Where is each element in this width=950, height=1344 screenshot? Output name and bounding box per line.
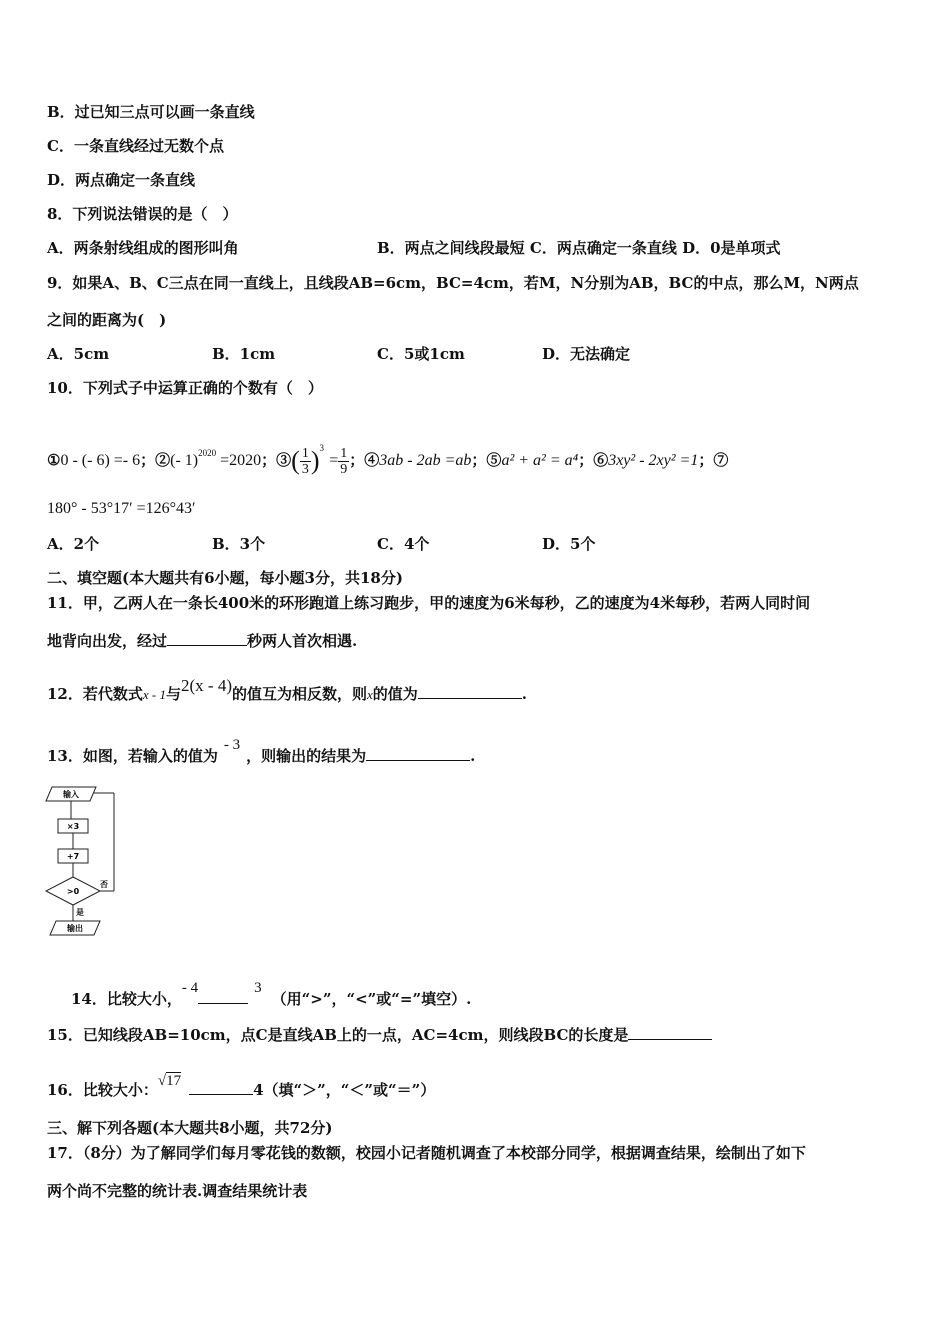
q16-text-2: 4（填“＞”，“＜”或“＝”） bbox=[253, 1081, 436, 1099]
q9-stem-line1: 9．如果A、B、C三点在同一直线上，且线段AB=6cm，BC=4cm，若M，N分别为AB，BC的中点，那么M，N两点 bbox=[47, 274, 859, 292]
q10-m4: 3ab - 2ab =ab bbox=[379, 452, 472, 469]
q7-option-c: C．一条直线经过无数个点 bbox=[47, 137, 224, 155]
flow-add-label: +7 bbox=[66, 852, 80, 861]
q10-m7-label: ；⑦ bbox=[698, 451, 729, 469]
q13-value: - 3 bbox=[223, 737, 241, 753]
flow-input-label: 输入 bbox=[63, 790, 79, 799]
q16-radicand: 17 bbox=[166, 1073, 182, 1089]
q10-formula-row: ①0 - (- 6) =- 6；②(- 1)$^{2020}$ =2020；③( $\frac{1}{3}$ )$^3$ = $\frac{1}{9}$ ；④3ab - 2ab =ab；⑤a² + a² = a⁴；⑥3xy² - 2xy² =1；⑦ bbox=[47, 443, 729, 477]
q12-line bbox=[47, 676, 527, 705]
q9-option-a: A．5cm bbox=[47, 345, 110, 363]
q14-line bbox=[71, 978, 471, 1009]
q10-m2-exp: 2020 bbox=[198, 448, 217, 458]
q12-end: . bbox=[521, 685, 528, 703]
q10-m7: 180° - 53°17′ =126°43′ bbox=[47, 500, 196, 517]
q9-option-b: B．1cm bbox=[212, 345, 276, 363]
q10-option-c: C．4个 bbox=[377, 535, 430, 553]
q16-text-1: 16．比较大小： bbox=[47, 1081, 158, 1099]
q10-option-b: B．3个 bbox=[212, 535, 266, 553]
q12-text-2: 与 bbox=[165, 685, 181, 703]
q16-line bbox=[47, 1071, 435, 1100]
q16-answer-blank[interactable] bbox=[189, 1080, 253, 1095]
q12-var: x bbox=[367, 687, 373, 702]
flow-condition-label: >0 bbox=[66, 887, 80, 896]
q10-m2-label: ；② bbox=[140, 451, 171, 469]
q8-option-a: A．两条射线组成的图形叫角 bbox=[47, 239, 239, 257]
q15-answer-blank[interactable] bbox=[628, 1025, 712, 1040]
q10-m3-eq: = bbox=[329, 452, 339, 469]
q10-m3-fraction: $\frac{1}{3}$ bbox=[301, 445, 309, 477]
q14-text-2: （用“>”，“<”或“=”填空）. bbox=[271, 990, 472, 1008]
q13-line bbox=[47, 735, 475, 766]
q10-m3-exp: 3 bbox=[319, 443, 325, 453]
q10-m1: 0 - (- 6) =- 6 bbox=[60, 452, 141, 469]
section3-heading: 三、解下列各题(本大题共8小题，共72分) bbox=[47, 1119, 333, 1137]
q10-m1-label: ① bbox=[47, 451, 61, 469]
q10-stem: 10．下列式子中运算正确的个数有（ ） bbox=[47, 379, 323, 397]
flow-yes-label: 是 bbox=[76, 908, 84, 917]
q14-a: - 4 bbox=[181, 980, 199, 996]
q11-line2 bbox=[47, 631, 357, 651]
q10-m7-row bbox=[47, 498, 196, 519]
q12-text-4: 的值为 bbox=[372, 685, 418, 703]
q10-m5-label: ；⑤ bbox=[471, 451, 502, 469]
q13-text-1: 13．如图，若输入的值为 bbox=[47, 747, 218, 765]
q7-option-b: B．过已知三点可以画一条直线 bbox=[47, 103, 255, 121]
q13-end: . bbox=[470, 747, 476, 765]
q8-option-bcd: B．两点之间线段最短 C．两点确定一条直线 D．0是单项式 bbox=[377, 239, 781, 257]
q7-option-d: D．两点确定一条直线 bbox=[47, 171, 196, 189]
q10-m2-rest: =2020 bbox=[216, 452, 262, 469]
q12-text-3: 的值互为相反数，则 bbox=[231, 685, 367, 703]
q15-text: 15．已知线段AB=10cm，点C是直线AB上的一点，AC=4cm，则线段BC的长度是 bbox=[47, 1026, 629, 1044]
q10-m4-label: ；④ bbox=[349, 451, 380, 469]
q15-line bbox=[47, 1025, 712, 1045]
section2-heading: 二、填空题(本大题共有6小题，每小题3分，共18分) bbox=[47, 569, 403, 587]
q10-m3-result: $\frac{1}{9}$ bbox=[340, 445, 348, 477]
q8-stem: 8．下列说法错误的是（ ） bbox=[47, 205, 238, 223]
q10-option-d: D．5个 bbox=[542, 535, 596, 553]
q17-line1: 17．（8分）为了解同学们每月零花钱的数额，校园小记者随机调查了本校部分同学，根据调查结果，绘制出了如下 bbox=[47, 1144, 806, 1162]
q13-flowchart bbox=[42, 783, 124, 943]
q10-m6-label: ；⑥ bbox=[578, 451, 609, 469]
q10-m6: 3xy² - 2xy² =1 bbox=[608, 452, 699, 469]
q9-stem-line2: 之间的距离为( ) bbox=[47, 311, 167, 329]
q12-answer-blank[interactable] bbox=[418, 684, 522, 699]
q9-option-d: D．无法确定 bbox=[542, 345, 631, 363]
q11-line1: 11．甲，乙两人在一条长400米的环形跑道上练习跑步，甲的速度为6米每秒，乙的速度为4米每秒，若两人同时间 bbox=[47, 594, 811, 612]
q16-sqrt: √17 bbox=[157, 1073, 182, 1089]
q10-m2-base: (- 1) bbox=[170, 452, 199, 469]
q17-line2: 两个尚不完整的统计表.调查结果统计表 bbox=[47, 1182, 308, 1200]
flow-output-label: 输出 bbox=[67, 924, 83, 933]
q11-text-a: 地背向出发，经过 bbox=[47, 632, 168, 650]
q13-text-2: ，则输出的结果为 bbox=[246, 747, 367, 765]
q14-text-1: 14．比较大小， bbox=[71, 990, 182, 1008]
q11-text-b: 秒两人首次相遇. bbox=[247, 632, 358, 650]
q10-option-a: A．2个 bbox=[47, 535, 100, 553]
q10-m3-label: ；③ bbox=[261, 451, 292, 469]
q9-option-c: C．5或1cm bbox=[377, 345, 465, 363]
flow-multiply-label: ×3 bbox=[66, 822, 80, 831]
q13-answer-blank[interactable] bbox=[366, 746, 470, 761]
q12-expr2: 2(x - 4) bbox=[181, 676, 232, 695]
q11-answer-blank[interactable] bbox=[167, 631, 247, 646]
q14-answer-blank[interactable] bbox=[198, 989, 248, 1004]
q12-text-1: 12．若代数式 bbox=[47, 685, 143, 703]
q12-expr1: x - 1 bbox=[142, 687, 166, 702]
q14-b: 3 bbox=[254, 980, 262, 996]
q10-m5: a² + a² = a⁴ bbox=[501, 452, 579, 469]
flow-no-label: 否 bbox=[100, 880, 108, 889]
